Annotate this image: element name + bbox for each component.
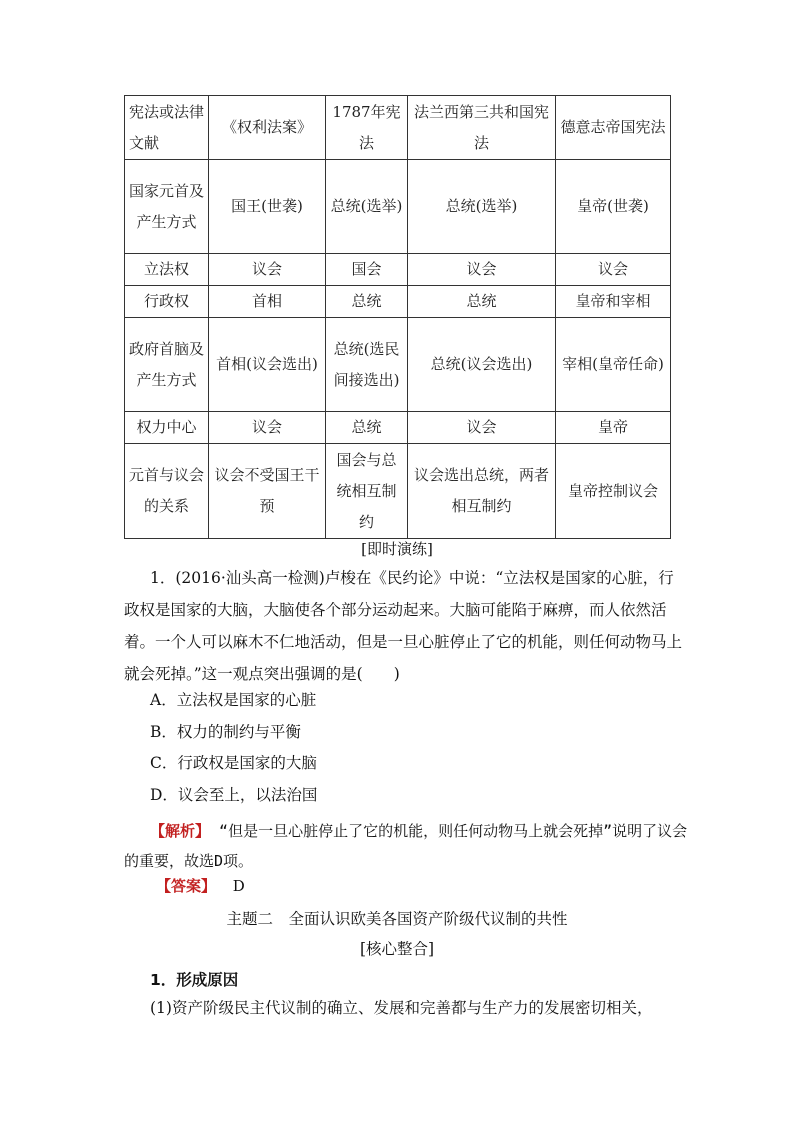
- answer-value: D: [232, 877, 245, 895]
- table-cell: 总统(议会选出): [408, 318, 556, 412]
- section-heading: 1．形成原因: [150, 971, 239, 989]
- table-row: [125, 254, 671, 286]
- table-cell: 皇帝(世袭): [556, 160, 671, 254]
- table-row: [125, 318, 671, 412]
- table-cell: 议会选出总统，两者相互制约: [408, 444, 556, 539]
- table-cell: 国会: [326, 254, 408, 286]
- section-text: (1)资产阶级民主代议制的确立、发展和完善都与生产力的发展密切相关，: [150, 999, 653, 1017]
- table-header-cell: 法兰西第三共和国宪法: [408, 96, 556, 160]
- table-cell: 总统(选举): [408, 160, 556, 254]
- table-cell: 议会: [209, 412, 326, 444]
- table-cell: 立法权: [125, 254, 209, 286]
- table-header-row: [125, 96, 671, 160]
- table-row: [125, 412, 671, 444]
- table-cell: 议会不受国王干预: [209, 444, 326, 539]
- table-cell: 政府首脑及产生方式: [125, 318, 209, 412]
- analysis-block: [124, 816, 688, 876]
- core-title: [核心整合]: [359, 940, 435, 958]
- table-header-cell: 1787年宪法: [326, 96, 408, 160]
- analysis-text: “但是一旦心脏停止了它的机能，则任何动物马上就会死掉”说明了议会的重要，故选D项。: [124, 822, 688, 870]
- table-cell: 议会: [209, 254, 326, 286]
- question-text: 1．(2016·汕头高一检测)卢梭在《民约论》中说：“立法权是国家的心脏，行政权是国家的大脑，大脑使各个部分运动起来。大脑可能陷于麻痹，而人依然活着。一个人可以麻木不仁地活动，但是一旦心脏停止了它的机能，则任何动物马上就会死掉。”这一观点突出强调的是( ): [124, 569, 683, 683]
- option-c: C．行政权是国家的大脑: [150, 754, 317, 772]
- table-cell: 皇帝控制议会: [556, 444, 671, 539]
- table-header-cell: 《权利法案》: [209, 96, 326, 160]
- answer-label: 【答案】: [156, 877, 217, 895]
- answer-block: [156, 876, 245, 896]
- analysis-label: 【解析】: [150, 822, 211, 840]
- table-header-cell: 德意志帝国宪法: [556, 96, 671, 160]
- table-cell: 宰相(皇帝任命): [556, 318, 671, 412]
- table-cell: 总统: [408, 286, 556, 318]
- table-cell: 总统(选举): [326, 160, 408, 254]
- table-cell: 权力中心: [125, 412, 209, 444]
- table-cell: 行政权: [125, 286, 209, 318]
- table-cell: 议会: [408, 254, 556, 286]
- option-d: D．议会至上，以法治国: [150, 786, 318, 804]
- comparison-table: [124, 95, 671, 539]
- table-row: [125, 444, 671, 539]
- topic-title: 主题二 全面认识欧美各国资产阶级代议制的共性: [226, 910, 568, 928]
- table-cell: 总统(选民间接选出): [326, 318, 408, 412]
- table-row: [125, 286, 671, 318]
- table-row: [125, 160, 671, 254]
- table-cell: 议会: [556, 254, 671, 286]
- table-cell: 皇帝: [556, 412, 671, 444]
- table-cell: 国王(世袭): [209, 160, 326, 254]
- table-cell: 元首与议会的关系: [125, 444, 209, 539]
- table-cell: 总统: [326, 412, 408, 444]
- table-cell: 议会: [408, 412, 556, 444]
- table-cell: 国家元首及产生方式: [125, 160, 209, 254]
- table-cell: 首相(议会选出): [209, 318, 326, 412]
- practice-section-title: [即时演练]: [361, 540, 433, 558]
- table-cell: 皇帝和宰相: [556, 286, 671, 318]
- option-b: B．权力的制约与平衡: [150, 723, 301, 741]
- table-cell: 总统: [326, 286, 408, 318]
- table-header-cell: 宪法或法律文献: [125, 96, 209, 160]
- table-cell: 国会与总统相互制约: [326, 444, 408, 539]
- option-a: A．立法权是国家的心脏: [150, 691, 317, 709]
- table-cell: 首相: [209, 286, 326, 318]
